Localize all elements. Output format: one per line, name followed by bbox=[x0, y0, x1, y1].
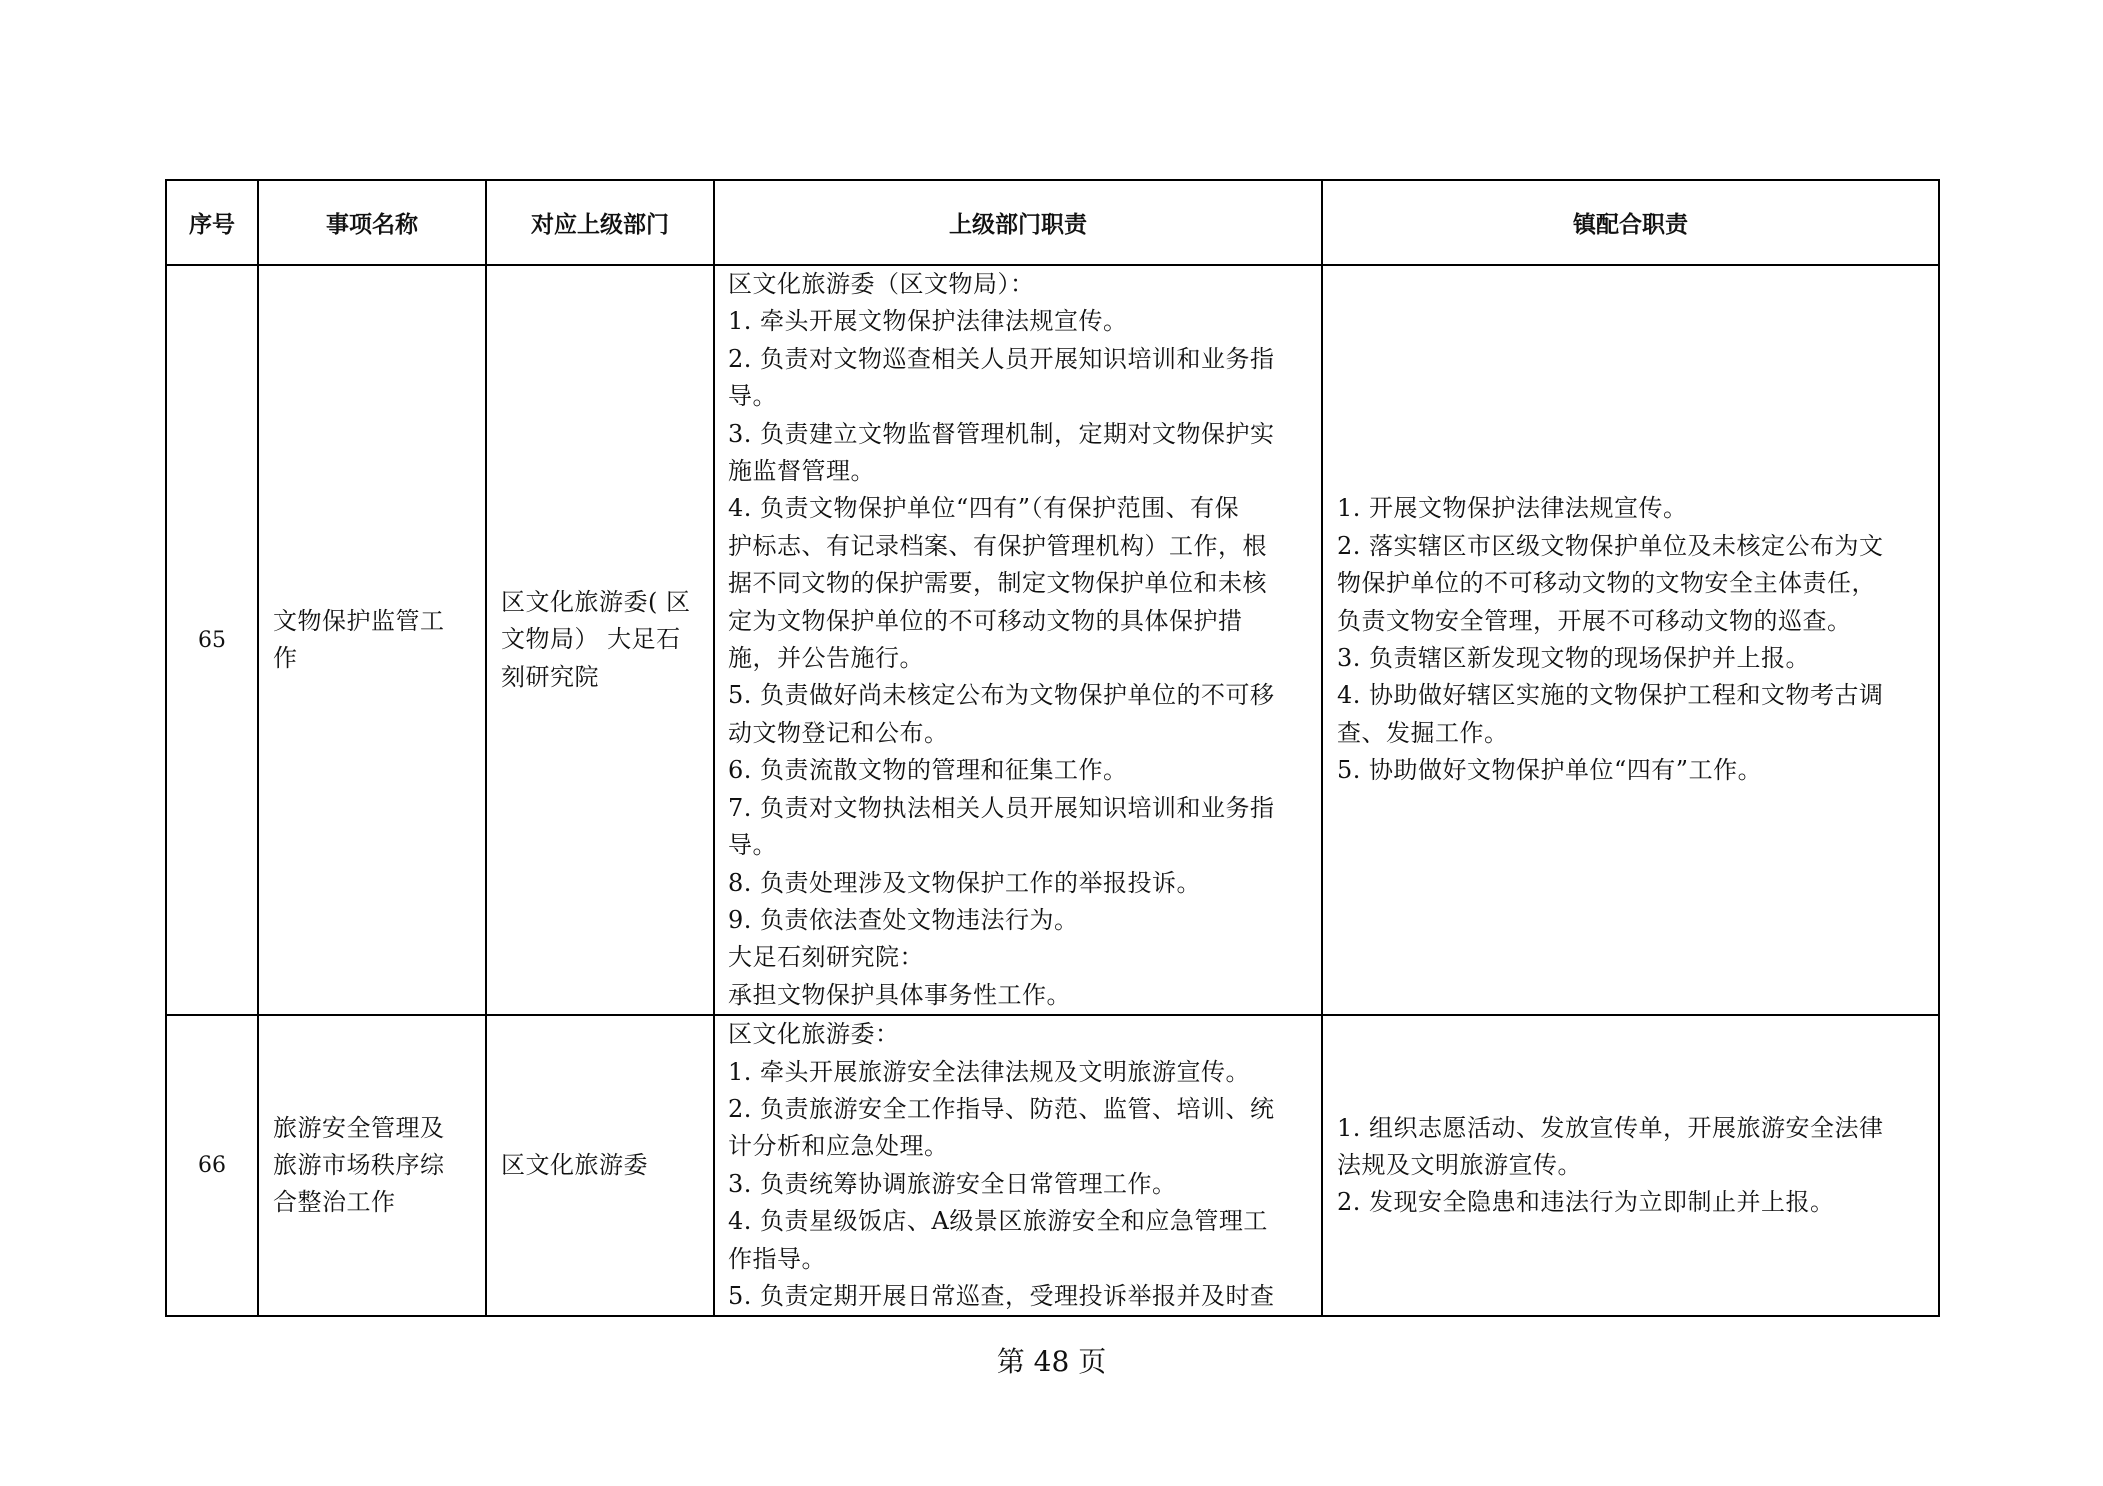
row-town-duties-line: 查、发掘工作。 bbox=[1337, 718, 1509, 747]
row-superior-duties-line: 导。 bbox=[728, 382, 777, 411]
row-superior-duties-line: 2. 负责对文物巡查相关人员开展知识培训和业务指 bbox=[728, 344, 1275, 373]
row-superior-duties-line: 大足石刻研究院： bbox=[728, 943, 924, 972]
row-superior-duties-line: 5. 负责定期开展日常巡查，受理投诉举报并及时查 bbox=[728, 1281, 1275, 1310]
row-superior-dept bbox=[486, 1015, 714, 1316]
header-superior-duties: 上级部门职责 bbox=[714, 180, 1322, 265]
row-superior-duties-line: 3. 负责统筹协调旅游安全日常管理工作。 bbox=[728, 1169, 1177, 1198]
row-superior-dept-line: 区文化旅游委 bbox=[501, 1151, 648, 1180]
row-item-name bbox=[258, 1015, 486, 1316]
row-item-name-line: 文物保护监管工 bbox=[273, 606, 445, 635]
row-superior-duties-line: 计分析和应急处理。 bbox=[728, 1132, 949, 1161]
row-item-name-line: 作 bbox=[273, 644, 298, 673]
table-header-row bbox=[166, 180, 1939, 265]
header-item-name: 事项名称 bbox=[258, 180, 486, 265]
row-superior-duties-line: 5. 负责做好尚未核定公布为文物保护单位的不可移 bbox=[728, 681, 1275, 710]
row-superior-duties-line: 护标志、有记录档案、有保护管理机构）工作，根 bbox=[728, 531, 1267, 560]
row-seq: 65 bbox=[166, 265, 258, 1015]
row-town-duties-line: 1. 组织志愿活动、发放宣传单，开展旅游安全法律 bbox=[1337, 1113, 1884, 1142]
row-town-duties-line: 2. 发现安全隐患和违法行为立即制止并上报。 bbox=[1337, 1188, 1835, 1217]
row-town-duties-line: 负责文物安全管理，开展不可移动文物的巡查。 bbox=[1337, 606, 1852, 635]
row-superior-duties-line: 8. 负责处理涉及文物保护工作的举报投诉。 bbox=[728, 868, 1202, 897]
header-seq: 序号 bbox=[166, 180, 258, 265]
row-superior-duties-line: 导。 bbox=[728, 831, 777, 860]
row-superior-duties-line: 7. 负责对文物执法相关人员开展知识培训和业务指 bbox=[728, 793, 1275, 822]
row-superior-duties-line: 1. 牵头开展旅游安全法律法规及文明旅游宣传。 bbox=[728, 1057, 1251, 1086]
row-item-name-line: 旅游安全管理及 bbox=[273, 1113, 445, 1142]
row-town-duties-line: 2. 落实辖区市区级文物保护单位及未核定公布为文 bbox=[1337, 531, 1884, 560]
row-superior-duties-line: 施，并公告施行。 bbox=[728, 644, 924, 673]
row-superior-duties-line: 4. 负责星级饭店、A级景区旅游安全和应急管理工 bbox=[728, 1207, 1268, 1236]
row-town-duties-line: 3. 负责辖区新发现文物的现场保护并上报。 bbox=[1337, 644, 1811, 673]
row-superior-duties-line: 区文化旅游委（区文物局）： bbox=[728, 270, 1035, 298]
row-town-duties-line: 4. 协助做好辖区实施的文物保护工程和文物考古调 bbox=[1337, 681, 1884, 710]
header-town-duties: 镇配合职责 bbox=[1322, 180, 1939, 265]
table-row bbox=[166, 1015, 1939, 1316]
row-superior-duties-line: 6. 负责流散文物的管理和征集工作。 bbox=[728, 756, 1128, 785]
page-number: 第 48 页 bbox=[996, 1345, 1107, 1378]
row-superior-duties-line: 定为文物保护单位的不可移动文物的具体保护措 bbox=[728, 606, 1243, 635]
row-superior-dept bbox=[486, 265, 714, 1015]
row-town-duties bbox=[1322, 1015, 1939, 1316]
row-superior-duties-line: 3. 负责建立文物监督管理机制，定期对文物保护实 bbox=[728, 419, 1275, 448]
row-superior-duties-line: 作指导。 bbox=[728, 1244, 826, 1273]
row-superior-duties-line: 据不同文物的保护需要，制定文物保护单位和未核 bbox=[728, 569, 1267, 598]
row-superior-duties-line: 区文化旅游委： bbox=[728, 1020, 900, 1049]
table-body bbox=[166, 265, 1939, 1316]
row-superior-duties-line: 4. 负责文物保护单位“四有”（有保护范围、有保 bbox=[728, 494, 1240, 523]
row-superior-duties-line: 动文物登记和公布。 bbox=[728, 718, 949, 747]
row-superior-dept-line: 文物局） 大足石 bbox=[501, 625, 681, 654]
row-superior-duties-line: 2. 负责旅游安全工作指导、防范、监管、培训、统 bbox=[728, 1094, 1275, 1123]
row-seq: 66 bbox=[166, 1015, 258, 1316]
row-superior-dept-line: 区文化旅游委( 区 bbox=[501, 587, 691, 616]
row-town-duties-line: 5. 协助做好文物保护单位“四有”工作。 bbox=[1337, 756, 1763, 785]
row-item-name-line: 旅游市场秩序综 bbox=[273, 1151, 445, 1180]
row-town-duties-line: 物保护单位的不可移动文物的文物安全主体责任， bbox=[1337, 569, 1876, 598]
row-town-duties-line: 法规及文明旅游宣传。 bbox=[1337, 1151, 1582, 1180]
header-superior-dept: 对应上级部门 bbox=[486, 180, 714, 265]
row-superior-duties-line: 9. 负责依法查处文物违法行为。 bbox=[728, 905, 1079, 934]
row-town-duties-line: 1. 开展文物保护法律法规宣传。 bbox=[1337, 494, 1688, 523]
table-row bbox=[166, 265, 1939, 1015]
row-superior-dept-line: 刻研究院 bbox=[501, 662, 599, 691]
row-item-name-line: 合整治工作 bbox=[273, 1188, 396, 1217]
row-superior-duties-line: 承担文物保护具体事务性工作。 bbox=[728, 980, 1071, 1009]
row-superior-duties-line: 施监督管理。 bbox=[728, 457, 875, 486]
row-superior-duties-line: 1. 牵头开展文物保护法律法规宣传。 bbox=[728, 307, 1128, 336]
row-superior-duties bbox=[714, 1015, 1322, 1316]
row-item-name bbox=[258, 265, 486, 1015]
duty-table bbox=[165, 179, 1940, 1317]
row-superior-duties bbox=[714, 265, 1322, 1015]
row-town-duties bbox=[1322, 265, 1939, 1015]
